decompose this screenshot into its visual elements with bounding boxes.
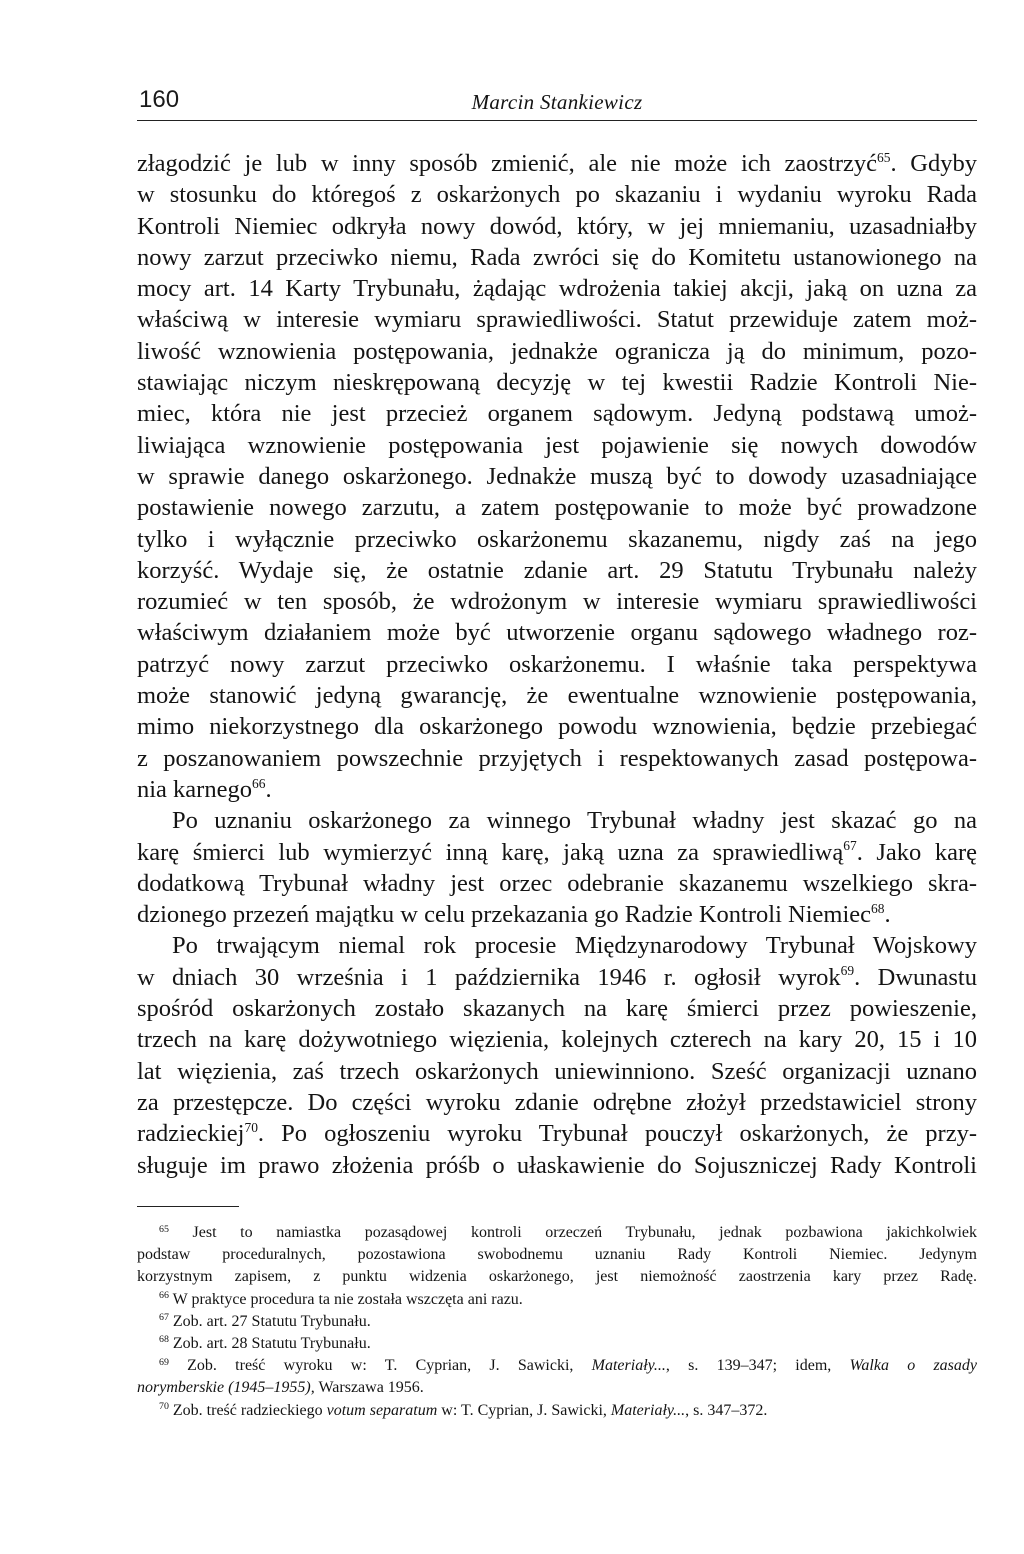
footnote-separator bbox=[137, 1206, 239, 1207]
text-line: w dniach 30 września i 1 października 1946 r. ogłosił wyrok$^{69}$. Dwunastu bbox=[137, 963, 977, 991]
text-line: miec, która nie jest przecież organem sądowym. Jedyną podstawą umoż- bbox=[137, 400, 977, 428]
footnote-number: 70 bbox=[159, 1401, 169, 1413]
text-line: stawiając niczym nieskrępowaną decyzję w tej kwestii Radzie Kontroli Nie- bbox=[137, 369, 977, 397]
text-line: Po trwającym niemal rok procesie Międzynarodowy Trybunał Wojskowy bbox=[172, 932, 977, 960]
text-line: może stanowić jedyną gwarancję, że ewentualne wznowienie postępowania, bbox=[137, 682, 977, 710]
text-line: mocy art. 14 Karty Trybunału, żądając wdrożenia takiej akcji, jaką on uzna za bbox=[137, 275, 977, 303]
text-line: karę śmierci lub wymierzyć inną karę, jaką uzna za sprawiedliwą$^{67}$. Jako karę bbox=[137, 838, 977, 866]
footnote-number: 69 bbox=[159, 1356, 169, 1368]
footnote-number: 65 bbox=[159, 1223, 169, 1235]
text-line: postawienie nowego zarzutu, a zatem postępowanie to może być prowadzone bbox=[137, 494, 977, 522]
text-line: dodatkową Trybunał władny jest orzec odebranie skazanemu wszelkiego skra- bbox=[137, 869, 977, 897]
text-line: patrzyć nowy zarzut przeciwko oskarżonemu. I właśnie taka perspektywa bbox=[137, 650, 977, 678]
body-text bbox=[137, 148, 977, 1181]
footnote-ref: 70 bbox=[244, 1119, 258, 1135]
text-line: dzionego przezeń majątku w celu przekazania go Radzie Kontroli Niemiec$^{68}$. bbox=[137, 900, 891, 929]
footnote-line: $^{68}$ Zob. art. 28 Statutu Trybunału. bbox=[159, 1334, 371, 1352]
text-line: w stosunku do któregoś z oskarżonych po skazaniu i wydaniu wyroku Rada bbox=[137, 181, 977, 209]
text-line: liwiająca wznowienie postępowania jest pojawienie się nowych dowodów bbox=[137, 431, 977, 459]
page-number: 160 bbox=[139, 86, 180, 113]
text-line: liwość wznowienia postępowania, jednakże ogranicza ją do minimum, pozo- bbox=[137, 337, 977, 365]
text-line: spośród oskarżonych zostało skazanych na karę śmierci przez powieszenie, bbox=[137, 995, 977, 1023]
text-line: złagodzić je lub w inny sposób zmienić, ale nie może ich zaostrzyć$^{65}$. Gdyby bbox=[137, 149, 977, 177]
footnote-number: 67 bbox=[159, 1312, 169, 1324]
text-line: sługuje im prawo złożenia próśb o ułaskawienie do Sojuszniczej Rady Kontroli bbox=[137, 1151, 977, 1179]
text-line: lat więzienia, zaś trzech oskarżonych uniewinniono. Sześć organizacji uznano bbox=[137, 1057, 977, 1085]
footnote-ref: 69 bbox=[840, 963, 855, 979]
footnote-ref: 65 bbox=[877, 149, 891, 165]
footnote-ref: 67 bbox=[843, 838, 857, 854]
footnote-line: $^{67}$ Zob. art. 27 Statutu Trybunału. bbox=[159, 1312, 371, 1330]
footnote-number: 66 bbox=[159, 1290, 169, 1302]
footnote-line: $^{65}$ Jest to namiastka pozasądowej kontroli orzeczeń Trybunału, jednak pozbawiona jakichkolwiek bbox=[159, 1223, 977, 1241]
running-head-author: Marcin Stankiewicz bbox=[471, 90, 643, 114]
text-line: Po uznaniu oskarżonego za winnego Trybunał władny jest skazać go na bbox=[172, 807, 977, 835]
footnote-number: 68 bbox=[159, 1334, 169, 1346]
text-line: właściwą w interesie wymiaru sprawiedliwości. Statut przewiduje zatem moż- bbox=[137, 306, 977, 334]
text-line: mimo niekorzystnego dla oskarżonego powodu wznowienia, będzie przebiegać bbox=[137, 713, 977, 741]
text-line: korzyść. Wydaje się, że ostatnie zdanie art. 29 Statutu Trybunału należy bbox=[137, 556, 977, 584]
footnote-line: $^{66}$ W praktyce procedura ta nie została wszczęta ani razu. bbox=[159, 1290, 523, 1308]
text-line: nia karnego$^{66}$. bbox=[137, 775, 272, 803]
footnote-ref: 68 bbox=[871, 900, 885, 916]
footnote-line: korzystnym zapisem, z punktu widzenia oskarżonego, jest niemożność zaostrzenia kary przez Radę. bbox=[137, 1268, 977, 1286]
text-line: z poszanowaniem powszechnie przyjętych i respektowanych zasad postępowa- bbox=[137, 744, 977, 772]
footnote-line: norymberskie (1945–1955), Warszawa 1956. bbox=[137, 1379, 424, 1397]
footnote-line: podstaw proceduralnych, pozostawiona swobodnemu uznaniu Rady Kontroli Niemiec. Jedynym bbox=[137, 1246, 977, 1264]
text-line: trzech na karę dożywotniego więzienia, kolejnych czterech na kary 20, 15 i 10 bbox=[137, 1026, 977, 1054]
text-line: nowy zarzut przeciwko niemu, Rada zwróci się do Komitetu ustanowionego na bbox=[137, 243, 977, 271]
footnotes bbox=[137, 1222, 977, 1422]
footnote-line: $^{69}$ Zob. treść wyroku w: T. Cyprian, J. Sawicki, Materiały..., s. 139–347; idem, Walka o zasady bbox=[159, 1356, 977, 1375]
footnote-line: $^{70}$ Zob. treść radzieckiego votum separatum w: T. Cyprian, J. Sawicki, Materiały..., s. 347–372. bbox=[159, 1401, 768, 1419]
text-line: Kontroli Niemiec odkryła nowy dowód, który, w jej mniemaniu, uzasadniałby bbox=[137, 212, 977, 240]
text-line: właściwym działaniem może być utworzenie organu sądowego władnego roz- bbox=[137, 619, 977, 647]
page-header bbox=[137, 84, 977, 121]
text-line: rozumieć w ten sposób, że wdrożonym w interesie wymiaru sprawiedliwości bbox=[137, 588, 977, 616]
text-line: tylko i wyłącznie przeciwko oskarżonemu skazanemu, nigdy zaś na jego bbox=[137, 525, 977, 553]
text-line: w sprawie danego oskarżonego. Jednakże muszą być to dowody uzasadniające bbox=[137, 462, 977, 490]
text-line: radzieckiej$^{70}$. Po ogłoszeniu wyroku Trybunał pouczył oskarżonych, że przy- bbox=[137, 1119, 977, 1148]
text-line: za przestępcze. Do części wyroku zdanie odrębne złożył przedstawiciel strony bbox=[137, 1088, 977, 1116]
footnote-ref: 66 bbox=[251, 775, 266, 791]
